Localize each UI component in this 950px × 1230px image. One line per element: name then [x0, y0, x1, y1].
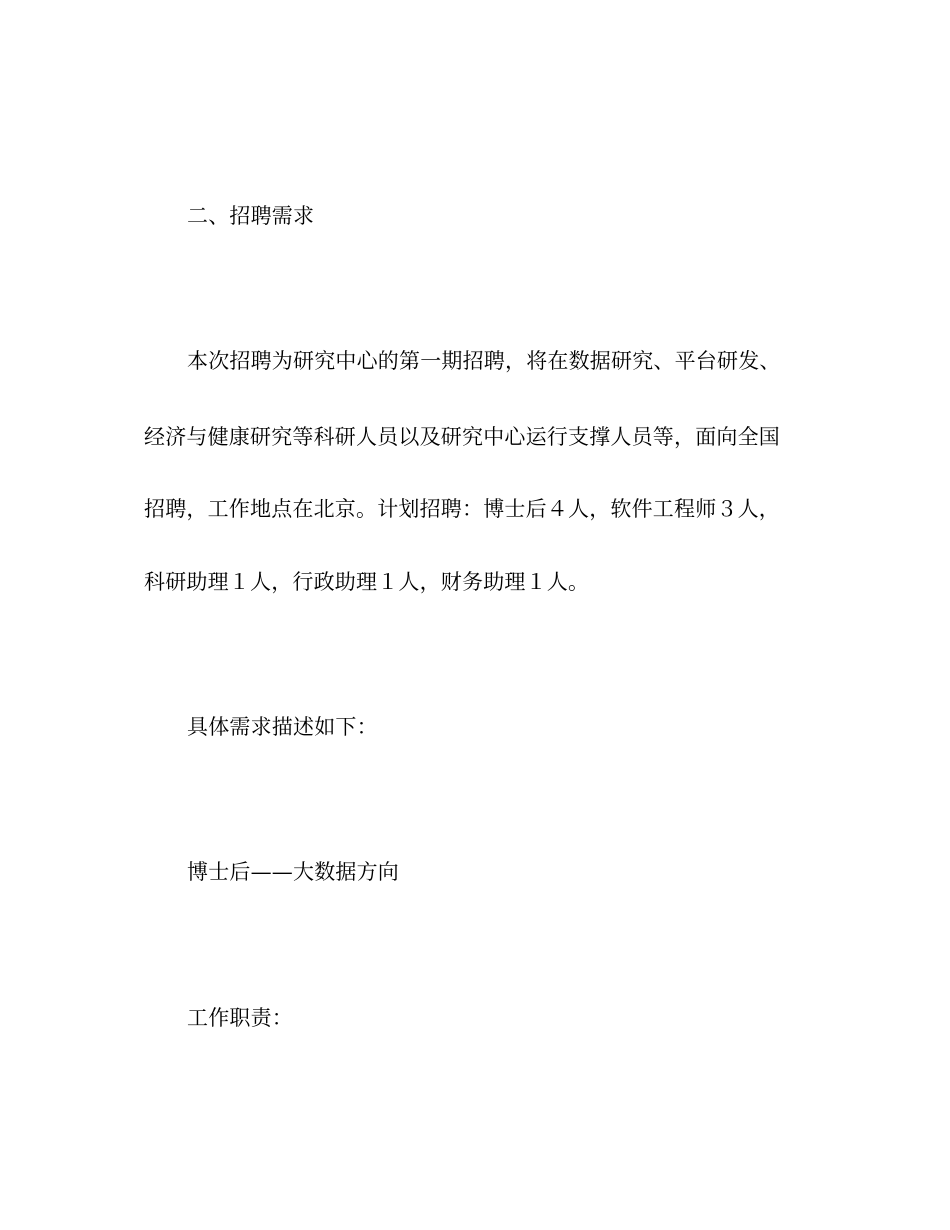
- section-heading: 二、招聘需求: [187, 204, 315, 228]
- details-intro: 具体需求描述如下：: [187, 715, 378, 739]
- paragraph-line-1: 本次招聘为研究中心的第一期招聘，将在数据研究、平台研发、: [187, 349, 781, 373]
- duties-label: 工作职责：: [187, 1006, 293, 1030]
- paragraph-line-3: 招聘，工作地点在北京。计划招聘：博士后４人，软件工程师３人，: [144, 497, 780, 521]
- paragraph-line-4: 科研助理１人，行政助理１人，财务助理１人。: [144, 570, 590, 594]
- paragraph-line-2: 经济与健康研究等科研人员以及研究中心运行支撑人员等，面向全国: [144, 425, 780, 449]
- position-title: 博士后——大数据方向: [187, 860, 399, 884]
